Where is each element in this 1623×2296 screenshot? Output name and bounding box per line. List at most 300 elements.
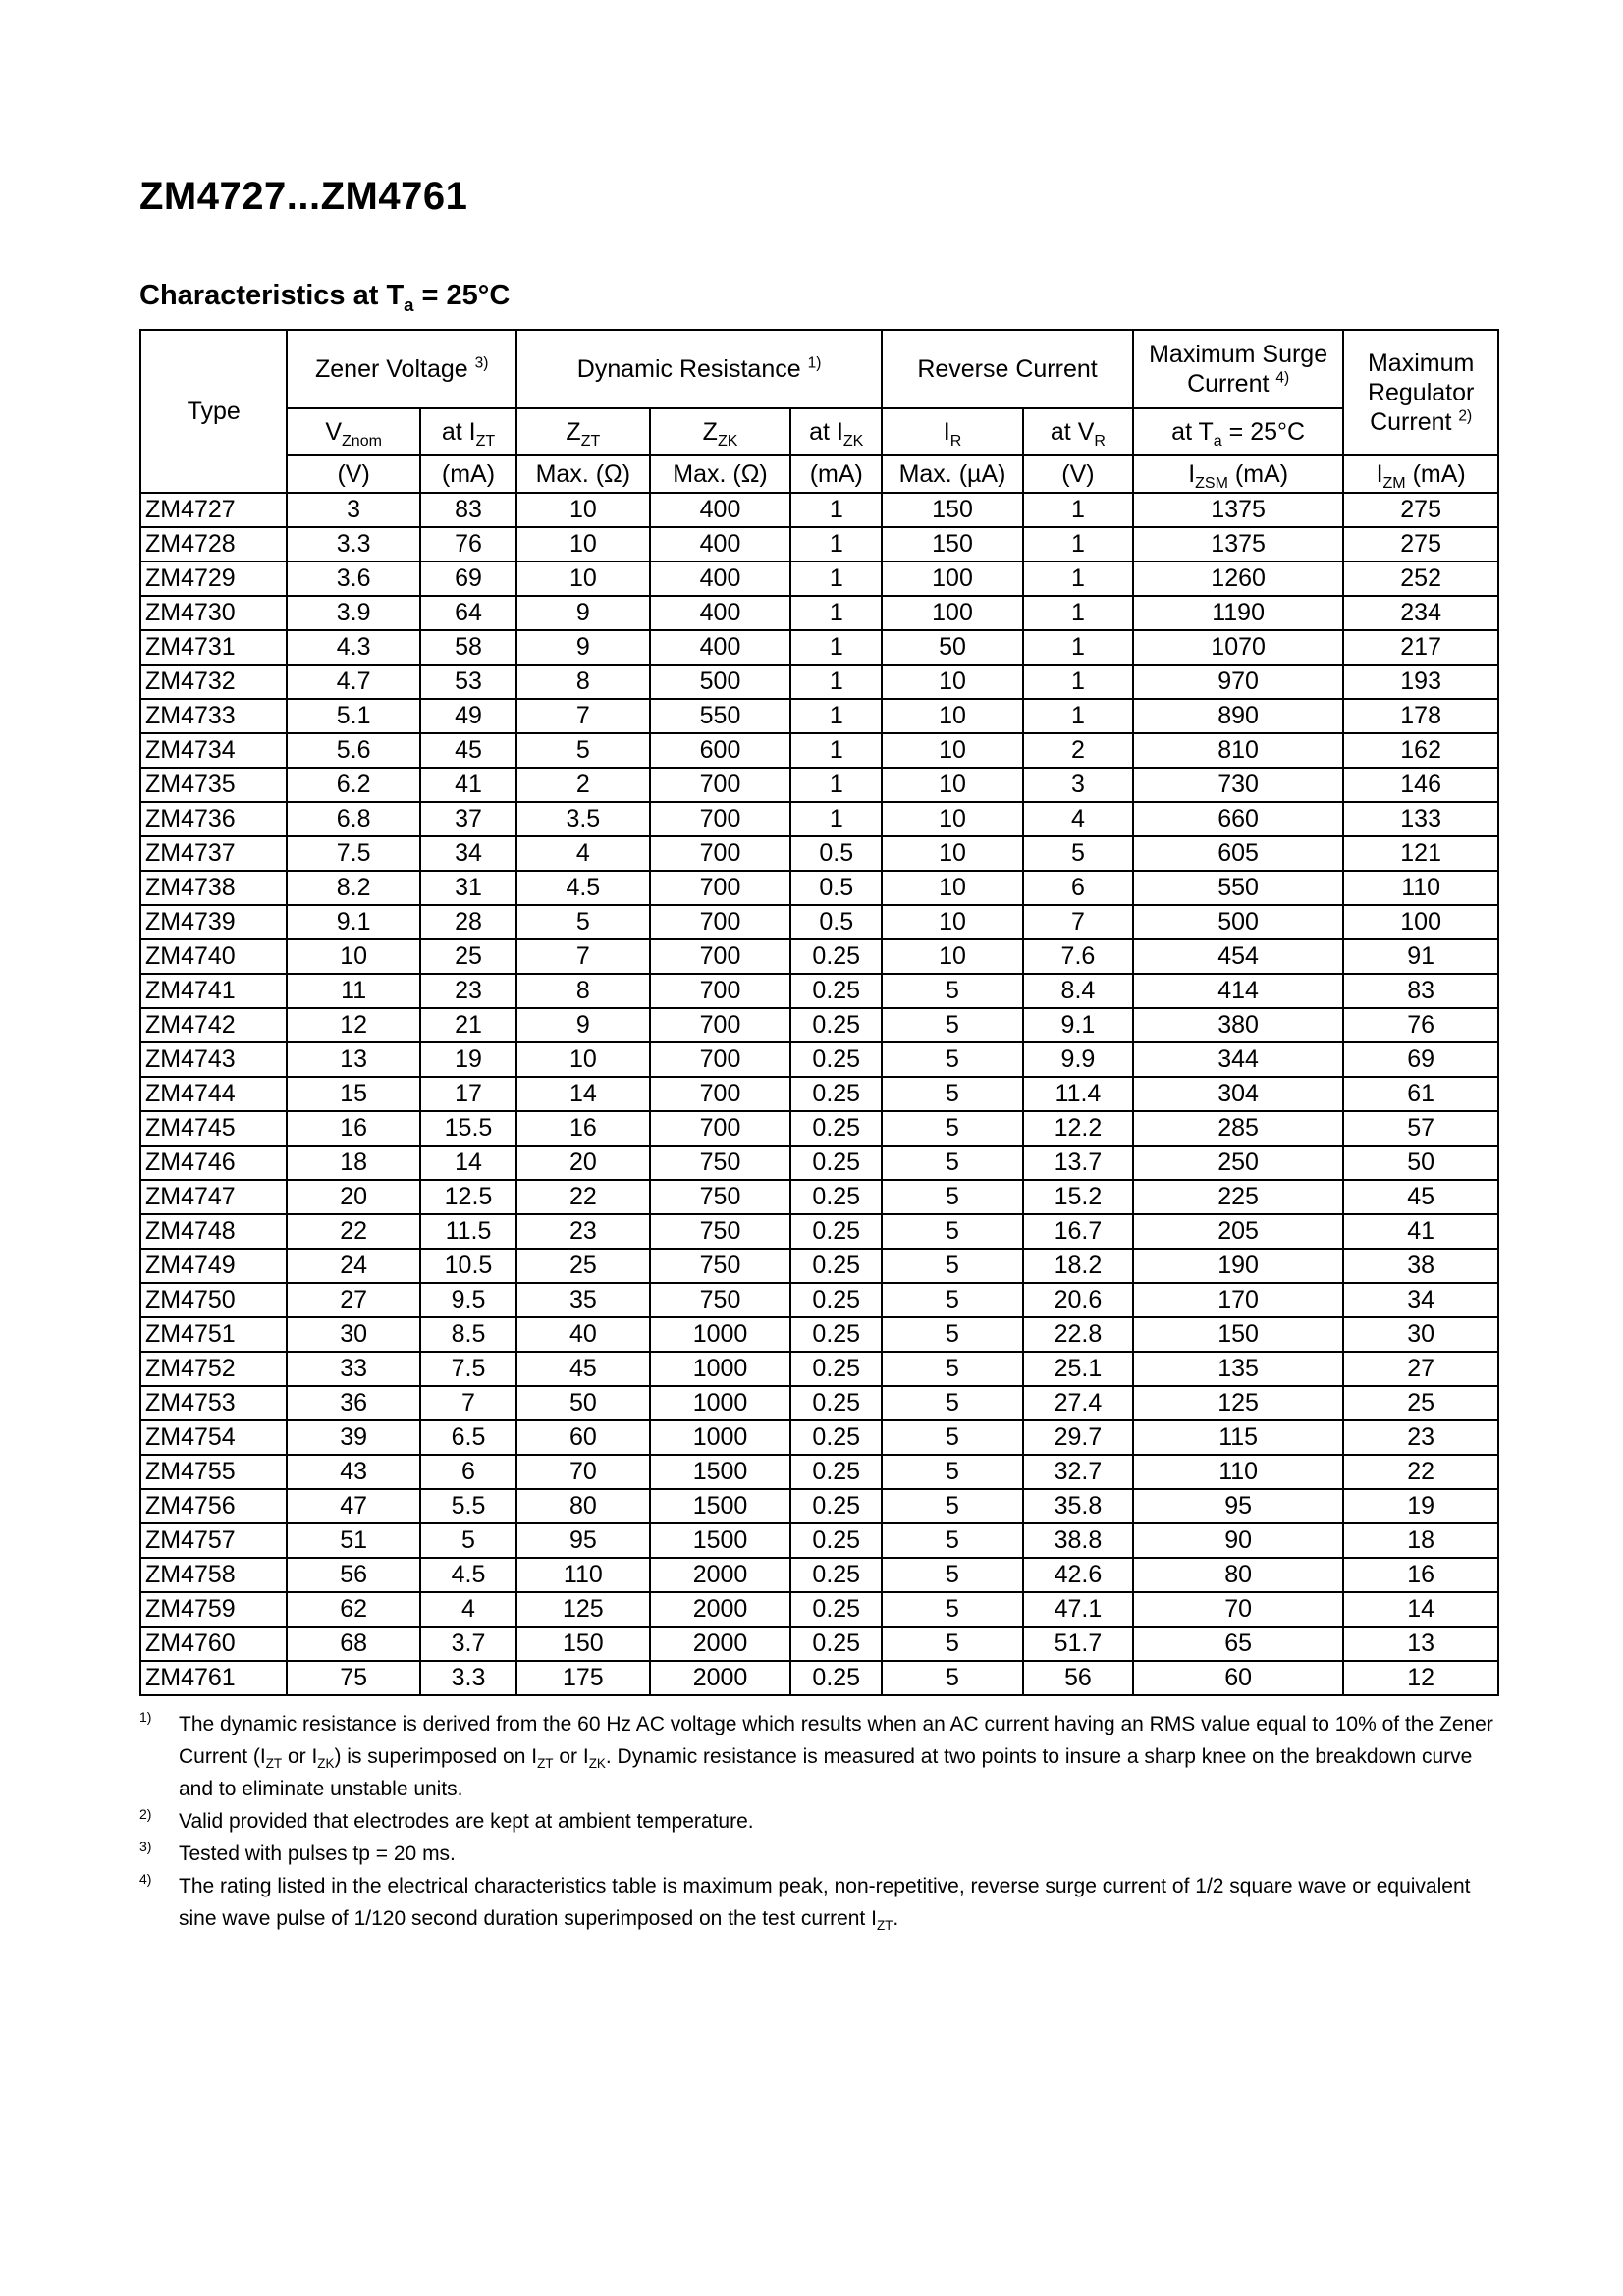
value-cell: 3.9 [287,596,420,630]
value-cell: 39 [287,1420,420,1455]
value-cell: 60 [516,1420,650,1455]
table-row [140,1249,1498,1283]
value-cell: 12 [1343,1661,1498,1695]
value-cell: 125 [516,1592,650,1627]
value-cell: 10 [287,939,420,974]
value-cell: 51.7 [1023,1627,1133,1661]
value-cell: 400 [650,527,791,561]
value-cell: 27 [287,1283,420,1317]
column-group-dynamic-resistance: Dynamic Resistance $^{1)}$ [516,330,882,408]
type-cell: ZM4727 [140,493,287,527]
header-symbol-row [140,408,1498,455]
value-cell: 750 [650,1214,791,1249]
value-cell: 133 [1343,802,1498,836]
type-cell: ZM4747 [140,1180,287,1214]
value-cell: 1 [790,561,882,596]
value-cell: 2 [516,768,650,802]
value-cell: 2 [1023,733,1133,768]
value-cell: 6 [1023,871,1133,905]
type-cell: ZM4757 [140,1523,287,1558]
value-cell: 1070 [1133,630,1343,665]
value-cell: 414 [1133,974,1343,1008]
value-cell: 700 [650,1111,791,1146]
value-cell: 700 [650,974,791,1008]
table-row [140,1489,1498,1523]
type-cell: ZM4731 [140,630,287,665]
column-subheader-at-izk: at $I_{ZK}$ [790,408,882,455]
value-cell: 35 [516,1283,650,1317]
value-cell: 146 [1343,768,1498,802]
value-cell: 22 [516,1180,650,1214]
type-cell: ZM4738 [140,871,287,905]
value-cell: 19 [1343,1489,1498,1523]
value-cell: 0.25 [790,1386,882,1420]
value-cell: 190 [1133,1249,1343,1283]
value-cell: 400 [650,561,791,596]
value-cell: 38 [1343,1249,1498,1283]
column-subheader-at-izt: at $I_{ZT}$ [420,408,516,455]
column-unit-v-vr: (V) [1023,455,1133,493]
value-cell: 0.25 [790,1558,882,1592]
value-cell: 40 [516,1317,650,1352]
value-cell: 600 [650,733,791,768]
value-cell: 1 [790,493,882,527]
value-cell: 454 [1133,939,1343,974]
value-cell: 970 [1133,665,1343,699]
column-group-max-regulator-current: Maximum Regulator Current $^{2)}$ [1343,330,1498,455]
table-body [140,493,1498,1695]
value-cell: 10 [882,665,1023,699]
value-cell: 500 [650,665,791,699]
value-cell: 3.5 [516,802,650,836]
value-cell: 23 [1343,1420,1498,1455]
column-unit-izm: $I_{ZM}$ (mA) [1343,455,1498,493]
value-cell: 34 [1343,1283,1498,1317]
value-cell: 7 [1023,905,1133,939]
value-cell: 252 [1343,561,1498,596]
value-cell: 0.25 [790,1249,882,1283]
type-cell: ZM4746 [140,1146,287,1180]
value-cell: 750 [650,1146,791,1180]
value-cell: 83 [1343,974,1498,1008]
value-cell: 10 [516,527,650,561]
value-cell: 22 [1343,1455,1498,1489]
value-cell: 0.5 [790,905,882,939]
value-cell: 31 [420,871,516,905]
table-row [140,1455,1498,1489]
table-row [140,1627,1498,1661]
value-cell: 150 [1133,1317,1343,1352]
value-cell: 28 [420,905,516,939]
value-cell: 5 [882,1352,1023,1386]
value-cell: 0.25 [790,1489,882,1523]
column-unit-ma-izk: (mA) [790,455,882,493]
value-cell: 9 [516,596,650,630]
value-cell: 6 [420,1455,516,1489]
value-cell: 700 [650,939,791,974]
value-cell: 234 [1343,596,1498,630]
value-cell: 205 [1133,1214,1343,1249]
value-cell: 3 [287,493,420,527]
value-cell: 5 [882,1008,1023,1042]
type-cell: ZM4740 [140,939,287,974]
value-cell: 4.7 [287,665,420,699]
value-cell: 50 [1343,1146,1498,1180]
footnote-text: The dynamic resistance is derived from the 60 Hz AC voltage which results when an AC current having an RMS value equal to 10% of the Zener Current ($I_{ZT}$ or $I_{ZK}$) is superimposed on $I_{ZT}$ or $I_{ZK}$. Dynamic resistance is measured at two points to insure a sharp knee on the breakdown curve and to eliminate unstable units. [179,1713,1493,1800]
type-cell: ZM4759 [140,1592,287,1627]
value-cell: 400 [650,630,791,665]
value-cell: 4 [1023,802,1133,836]
column-subheader-ir: $I_R$ [882,408,1023,455]
table-row [140,1214,1498,1249]
value-cell: 56 [1023,1661,1133,1695]
column-unit-v: (V) [287,455,420,493]
value-cell: 80 [516,1489,650,1523]
value-cell: 4 [420,1592,516,1627]
value-cell: 7.5 [287,836,420,871]
type-cell: ZM4753 [140,1386,287,1420]
type-cell: ZM4760 [140,1627,287,1661]
page-title: ZM4727...ZM4761 [139,175,468,218]
value-cell: 45 [420,733,516,768]
value-cell: 275 [1343,493,1498,527]
value-cell: 178 [1343,699,1498,733]
value-cell: 115 [1133,1420,1343,1455]
type-cell: ZM4742 [140,1008,287,1042]
value-cell: 5 [882,1523,1023,1558]
column-unit-max-ua: Max. (µA) [882,455,1023,493]
type-cell: ZM4729 [140,561,287,596]
value-cell: 49 [420,699,516,733]
value-cell: 1260 [1133,561,1343,596]
type-cell: ZM4751 [140,1317,287,1352]
value-cell: 0.25 [790,1042,882,1077]
value-cell: 13.7 [1023,1146,1133,1180]
value-cell: 0.25 [790,974,882,1008]
value-cell: 56 [287,1558,420,1592]
type-cell: ZM4734 [140,733,287,768]
value-cell: 12.2 [1023,1111,1133,1146]
value-cell: 0.25 [790,1180,882,1214]
type-cell: ZM4758 [140,1558,287,1592]
value-cell: 0.25 [790,1077,882,1111]
type-cell: ZM4735 [140,768,287,802]
value-cell: 7.5 [420,1352,516,1386]
value-cell: 400 [650,493,791,527]
table-row [140,493,1498,527]
type-cell: ZM4728 [140,527,287,561]
value-cell: 25 [1343,1386,1498,1420]
value-cell: 750 [650,1283,791,1317]
type-cell: ZM4756 [140,1489,287,1523]
value-cell: 810 [1133,733,1343,768]
value-cell: 12 [287,1008,420,1042]
value-cell: 25.1 [1023,1352,1133,1386]
type-cell: ZM4745 [140,1111,287,1146]
type-cell: ZM4744 [140,1077,287,1111]
value-cell: 43 [287,1455,420,1489]
value-cell: 1 [790,527,882,561]
type-cell: ZM4736 [140,802,287,836]
footnote: $^{1)}$ The dynamic resistance is derived from the 60 Hz AC voltage which results when an AC current having an RMS value equal to 10% of the Zener Current ($I_{ZT}$ or $I_{ZK}$) is superimposed on $I_{ZT}$ or $I_{ZK}$. Dynamic resistance is measured at two points to insure a sharp knee on the breakdown curve and to eliminate unstable units. [139,1709,1493,1800]
type-cell: ZM4739 [140,905,287,939]
value-cell: 1000 [650,1352,791,1386]
value-cell: 3 [1023,768,1133,802]
value-cell: 5 [882,1386,1023,1420]
column-header-type: Type [140,330,287,493]
value-cell: 5 [882,1489,1023,1523]
value-cell: 11 [287,974,420,1008]
value-cell: 100 [882,596,1023,630]
footnote: $^{2)}$ Valid provided that electrodes are kept at ambient temperature. [139,1806,754,1833]
value-cell: 5.6 [287,733,420,768]
value-cell: 16 [287,1111,420,1146]
value-cell: 1000 [650,1317,791,1352]
value-cell: 10 [516,561,650,596]
table-row [140,1352,1498,1386]
value-cell: 1 [790,665,882,699]
value-cell: 30 [287,1317,420,1352]
value-cell: 58 [420,630,516,665]
table-row [140,1180,1498,1214]
value-cell: 1 [790,802,882,836]
value-cell: 1 [1023,493,1133,527]
value-cell: 550 [1133,871,1343,905]
value-cell: 0.25 [790,1592,882,1627]
table-row [140,561,1498,596]
value-cell: 45 [516,1352,650,1386]
value-cell: 10 [882,733,1023,768]
value-cell: 11.4 [1023,1077,1133,1111]
value-cell: 700 [650,768,791,802]
value-cell: 5 [882,1627,1023,1661]
value-cell: 50 [882,630,1023,665]
column-subheader-at-vr: at $V_R$ [1023,408,1133,455]
type-cell: ZM4750 [140,1283,287,1317]
value-cell: 20 [516,1146,650,1180]
value-cell: 3.6 [287,561,420,596]
value-cell: 0.25 [790,1352,882,1386]
value-cell: 3.7 [420,1627,516,1661]
footnote: $^{4)}$ The rating listed in the electrical characteristics table is maximum peak, non-repetitive, reverse surge current of 1/2 square wave or equivalent sine wave pulse of 1/120 second duration superimposed on the test current $I_{ZT}$. [139,1871,1471,1934]
value-cell: 380 [1133,1008,1343,1042]
value-cell: 8.2 [287,871,420,905]
value-cell: 53 [420,665,516,699]
table-row [140,1523,1498,1558]
value-cell: 36 [287,1386,420,1420]
value-cell: 0.5 [790,871,882,905]
value-cell: 13 [1343,1627,1498,1661]
value-cell: 8.4 [1023,974,1133,1008]
value-cell: 5 [882,1661,1023,1695]
value-cell: 110 [516,1558,650,1592]
value-cell: 95 [516,1523,650,1558]
value-cell: 605 [1133,836,1343,871]
value-cell: 304 [1133,1077,1343,1111]
value-cell: 9.1 [1023,1008,1133,1042]
value-cell: 1 [790,699,882,733]
header-group-row [140,330,1498,408]
type-cell: ZM4748 [140,1214,287,1249]
value-cell: 32.7 [1023,1455,1133,1489]
value-cell: 1190 [1133,596,1343,630]
value-cell: 22 [287,1214,420,1249]
value-cell: 80 [1133,1558,1343,1592]
value-cell: 42.6 [1023,1558,1133,1592]
value-cell: 41 [1343,1214,1498,1249]
value-cell: 150 [882,493,1023,527]
value-cell: 193 [1343,665,1498,699]
value-cell: 70 [1133,1592,1343,1627]
value-cell: 5 [420,1523,516,1558]
column-group-zener-voltage: Zener Voltage $^{3)}$ [287,330,516,408]
value-cell: 91 [1343,939,1498,974]
value-cell: 14 [420,1146,516,1180]
value-cell: 6.8 [287,802,420,836]
value-cell: 21 [420,1008,516,1042]
section-heading: Characteristics at $T_a = 25^\circ C$ [139,280,511,315]
footnote-text: Valid provided that electrodes are kept at ambient temperature. [179,1810,754,1833]
value-cell: 51 [287,1523,420,1558]
table-row [140,1111,1498,1146]
value-cell: 37 [420,802,516,836]
value-cell: 27 [1343,1352,1498,1386]
value-cell: 7 [516,939,650,974]
value-cell: 225 [1133,1180,1343,1214]
value-cell: 6.5 [420,1420,516,1455]
value-cell: 4.3 [287,630,420,665]
value-cell: 5 [882,1249,1023,1283]
value-cell: 5 [882,1111,1023,1146]
value-cell: 76 [420,527,516,561]
value-cell: 4.5 [516,871,650,905]
table-header [140,330,1498,493]
value-cell: 4 [516,836,650,871]
value-cell: 5 [516,733,650,768]
value-cell: 30 [1343,1317,1498,1352]
value-cell: 75 [287,1661,420,1695]
type-cell: ZM4730 [140,596,287,630]
value-cell: 5 [882,1420,1023,1455]
column-unit-izsm: $I_{ZSM}$ (mA) [1133,455,1343,493]
type-cell: ZM4737 [140,836,287,871]
footnote-text: Tested with pulses tp = 20 ms. [179,1842,456,1865]
value-cell: 29.7 [1023,1420,1133,1455]
type-cell: ZM4752 [140,1352,287,1386]
value-cell: 1375 [1133,493,1343,527]
value-cell: 50 [516,1386,650,1420]
value-cell: 9.1 [287,905,420,939]
value-cell: 1 [1023,596,1133,630]
table-row [140,665,1498,699]
value-cell: 5 [882,1146,1023,1180]
value-cell: 2000 [650,1627,791,1661]
value-cell: 700 [650,802,791,836]
value-cell: 700 [650,1008,791,1042]
value-cell: 0.25 [790,1420,882,1455]
value-cell: 16.7 [1023,1214,1133,1249]
column-subheader-zzt: $Z_{ZT}$ [516,408,650,455]
value-cell: 500 [1133,905,1343,939]
value-cell: 16 [1343,1558,1498,1592]
value-cell: 47.1 [1023,1592,1133,1627]
value-cell: 25 [420,939,516,974]
value-cell: 730 [1133,768,1343,802]
value-cell: 16 [516,1111,650,1146]
characteristics-table [139,329,1499,1696]
value-cell: 700 [650,871,791,905]
value-cell: 700 [650,905,791,939]
value-cell: 5 [882,974,1023,1008]
column-group-reverse-current: Reverse Current [882,330,1133,408]
value-cell: 20.6 [1023,1283,1133,1317]
footnote: $^{3)}$ Tested with pulses tp = 20 ms. [139,1839,456,1865]
value-cell: 5 [882,1180,1023,1214]
value-cell: 275 [1343,527,1498,561]
value-cell: 35.8 [1023,1489,1133,1523]
value-cell: 1 [1023,561,1133,596]
value-cell: 170 [1133,1283,1343,1317]
value-cell: 285 [1133,1111,1343,1146]
value-cell: 5 [882,1592,1023,1627]
table-row [140,630,1498,665]
value-cell: 1 [790,596,882,630]
type-cell: ZM4749 [140,1249,287,1283]
column-unit-ma: (mA) [420,455,516,493]
value-cell: 4.5 [420,1558,516,1592]
value-cell: 750 [650,1180,791,1214]
table-row [140,596,1498,630]
value-cell: 7 [420,1386,516,1420]
table-row [140,1592,1498,1627]
type-cell: ZM4761 [140,1661,287,1695]
value-cell: 9.9 [1023,1042,1133,1077]
value-cell: 5 [1023,836,1133,871]
value-cell: 68 [287,1627,420,1661]
table-row [140,974,1498,1008]
value-cell: 10 [516,1042,650,1077]
value-cell: 76 [1343,1008,1498,1042]
value-cell: 150 [882,527,1023,561]
value-cell: 10 [882,768,1023,802]
value-cell: 90 [1133,1523,1343,1558]
value-cell: 1000 [650,1420,791,1455]
value-cell: 2000 [650,1558,791,1592]
value-cell: 10 [882,939,1023,974]
value-cell: 344 [1133,1042,1343,1077]
value-cell: 10 [882,699,1023,733]
value-cell: 5 [882,1317,1023,1352]
value-cell: 1500 [650,1489,791,1523]
value-cell: 0.25 [790,1214,882,1249]
value-cell: 10 [882,802,1023,836]
value-cell: 0.25 [790,1627,882,1661]
value-cell: 5.1 [287,699,420,733]
value-cell: 9 [516,630,650,665]
value-cell: 64 [420,596,516,630]
value-cell: 150 [516,1627,650,1661]
table-row [140,1283,1498,1317]
value-cell: 8.5 [420,1317,516,1352]
value-cell: 11.5 [420,1214,516,1249]
type-cell: ZM4733 [140,699,287,733]
footnotes [139,1708,1504,1935]
value-cell: 8 [516,974,650,1008]
value-cell: 1 [790,630,882,665]
table-row [140,733,1498,768]
column-subheader-at-ta: at $T_a = 25^\circ C$ [1133,408,1343,455]
value-cell: 17 [420,1077,516,1111]
